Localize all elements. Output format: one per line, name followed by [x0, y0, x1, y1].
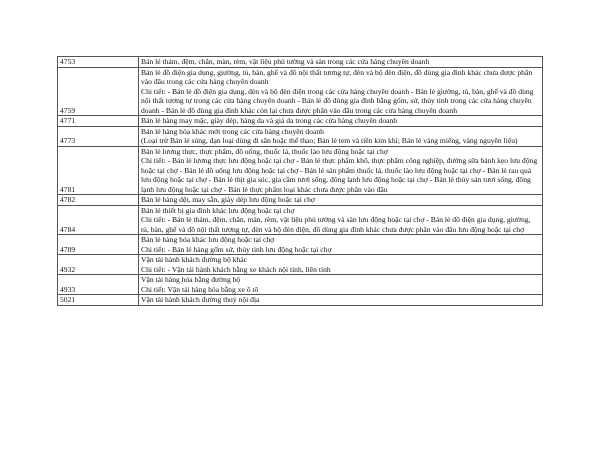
- table-row: [58, 146, 543, 195]
- industry-name: Bán lẻ hàng hóa khác mới trong các cửa hàng chuyên doanh: [141, 126, 324, 136]
- industry-name: Vận tải hành khách đường thuỷ nội địa: [141, 295, 260, 304]
- industry-detail: Chi tiết: - Bán lẻ đồ điện gia dụng, đèn và bộ đèn điện trong các cửa hàng chuyên doanh - Bán lẻ giường, tủ, bàn, ghế và đồ dùng nội thất tương tự trong các cửa hàng chuyên doanh - Bán lẻ đồ dùng gia đình bằng gốm, sứ, thủy tinh trong các cửa hàng chuyên doanh - Bán lẻ đồ dùng gia đình khác còn lại chưa được phân vào đâu trong các cửa hàng chuyên doanh: [141, 86, 534, 115]
- industry-description-cell: [139, 195, 543, 206]
- industry-code-cell: 4933: [58, 275, 139, 295]
- industry-name: Bán lẻ hàng dệt, may sẵn, giày dép lưu động hoặc tại chợ: [141, 195, 315, 204]
- industry-name: Vận tải hàng hóa bằng đường bộ: [141, 275, 241, 284]
- industry-detail: (Loại trừ Bán lẻ súng, đạn loại dùng đi săn hoặc thể thao; Bán lẻ tem và tiền kim khí; Bán lẻ vàng miếng, vàng nguyên liệu): [141, 136, 518, 145]
- table-row: [58, 235, 543, 255]
- industry-description-cell: [139, 205, 543, 235]
- industry-description-cell: [139, 67, 543, 116]
- industry-name: Bán lẻ hàng may mặc, giày dép, hàng da và giả da trong các cửa hàng chuyên doanh: [141, 116, 398, 125]
- industry-code-cell: 4759: [58, 67, 139, 116]
- table-row: [58, 116, 543, 127]
- table-row: [58, 57, 543, 68]
- industry-detail: Chi tiết: - Vận tải hành khách bằng xe khách nội tỉnh, liên tỉnh: [141, 264, 331, 274]
- industry-detail: Chi tiết: - Bán lẻ lương thực lưu động hoặc tại chợ - Bán lẻ thực phẩm khô, thực phẩm công nghiệp, đường sữa bánh kẹo lưu động hoặc tại chợ - Bán lẻ đồ uống lưu động hoặc tại chợ - Bán lẻ sản phẩm thuốc lá, thuốc lào lưu động hoặc tại chợ - Bán lẻ rau quả lưu động hoặc tại chợ - Bán lẻ thịt gia súc, gia cầm tươi sống, đông lạnh lưu động hoặc tại chợ - Bán lẻ thủy sản tươi sống, đông lạnh lưu động hoặc tại chợ - Bán lẻ thực phẩm loại khác chưa được phân vào đâu: [141, 156, 538, 194]
- table-row: [58, 67, 543, 116]
- industry-code-cell: 4932: [58, 255, 139, 275]
- industry-name: Bán lẻ thảm, đệm, chăn, màn, rèm, vật liệu phủ tường và sàn trong các cửa hàng chuyên doanh: [141, 57, 430, 66]
- industry-code-cell: 4781: [58, 146, 139, 195]
- table-body: [58, 57, 543, 306]
- table-row: [58, 205, 543, 235]
- industry-name: Vận tải hành khách đường bộ khác: [141, 255, 247, 264]
- industry-description-cell: [139, 146, 543, 195]
- industry-description-cell: [139, 235, 543, 255]
- industry-code-cell: 4771: [58, 116, 139, 127]
- document-page: [57, 56, 542, 306]
- industry-detail: Chi tiết: Vận tải hàng hóa bằng xe ô tô: [141, 284, 259, 294]
- industry-name: Bán lẻ lương thực, thực phẩm, đồ uống, thuốc lá, thuốc lào lưu động hoặc tại chợ: [141, 146, 388, 156]
- industry-description-cell: [139, 255, 543, 275]
- industry-code-cell: 4782: [58, 195, 139, 206]
- industry-code-cell: 4753: [58, 57, 139, 68]
- table-row: [58, 126, 543, 146]
- industry-description-cell: [139, 275, 543, 295]
- industry-detail: Chi tiết: - Bán lẻ thảm, đệm, chăn, màn, rèm, vật liệu phủ tường và sàn lưu động hoặc tại chợ - Bán lẻ đồ điện gia dụng, giường, tủ, bàn, ghế và đồ nội thất tương tự, đèn và bộ đèn điện, đồ dùng gia đình khác chưa được phân vào đâu lưu động hoặc tại chợ: [141, 215, 531, 234]
- industry-description-cell: [139, 295, 543, 306]
- business-lines-table: [57, 56, 543, 306]
- industry-description-cell: [139, 57, 543, 68]
- industry-code-cell: 4773: [58, 126, 139, 146]
- industry-description-cell: [139, 116, 543, 127]
- table-row: [58, 295, 543, 306]
- industry-code-cell: 4784: [58, 205, 139, 235]
- industry-name: Bán lẻ hàng hóa khác lưu động hoặc tại chợ: [141, 235, 275, 244]
- industry-detail: Chi tiết: - Bán lẻ hàng gốm sứ, thủy tinh lưu động hoặc tại chợ: [141, 244, 332, 254]
- table-row: [58, 275, 543, 295]
- industry-code-cell: 5021: [58, 295, 139, 306]
- industry-code-cell: 4789: [58, 235, 139, 255]
- industry-name: Bán lẻ đồ điện gia dụng, giường, tủ, bàn, ghế và đồ nội thất tương tự, đèn và bộ đèn điện, đồ dùng gia đình khác chưa được phân vào đâu trong các cửa hàng chuyên doanh: [141, 67, 533, 86]
- table-row: [58, 195, 543, 206]
- industry-description-cell: [139, 126, 543, 146]
- industry-name: Bán lẻ thiết bị gia đình khác lưu động hoặc tại chợ: [141, 205, 295, 215]
- table-row: [58, 255, 543, 275]
